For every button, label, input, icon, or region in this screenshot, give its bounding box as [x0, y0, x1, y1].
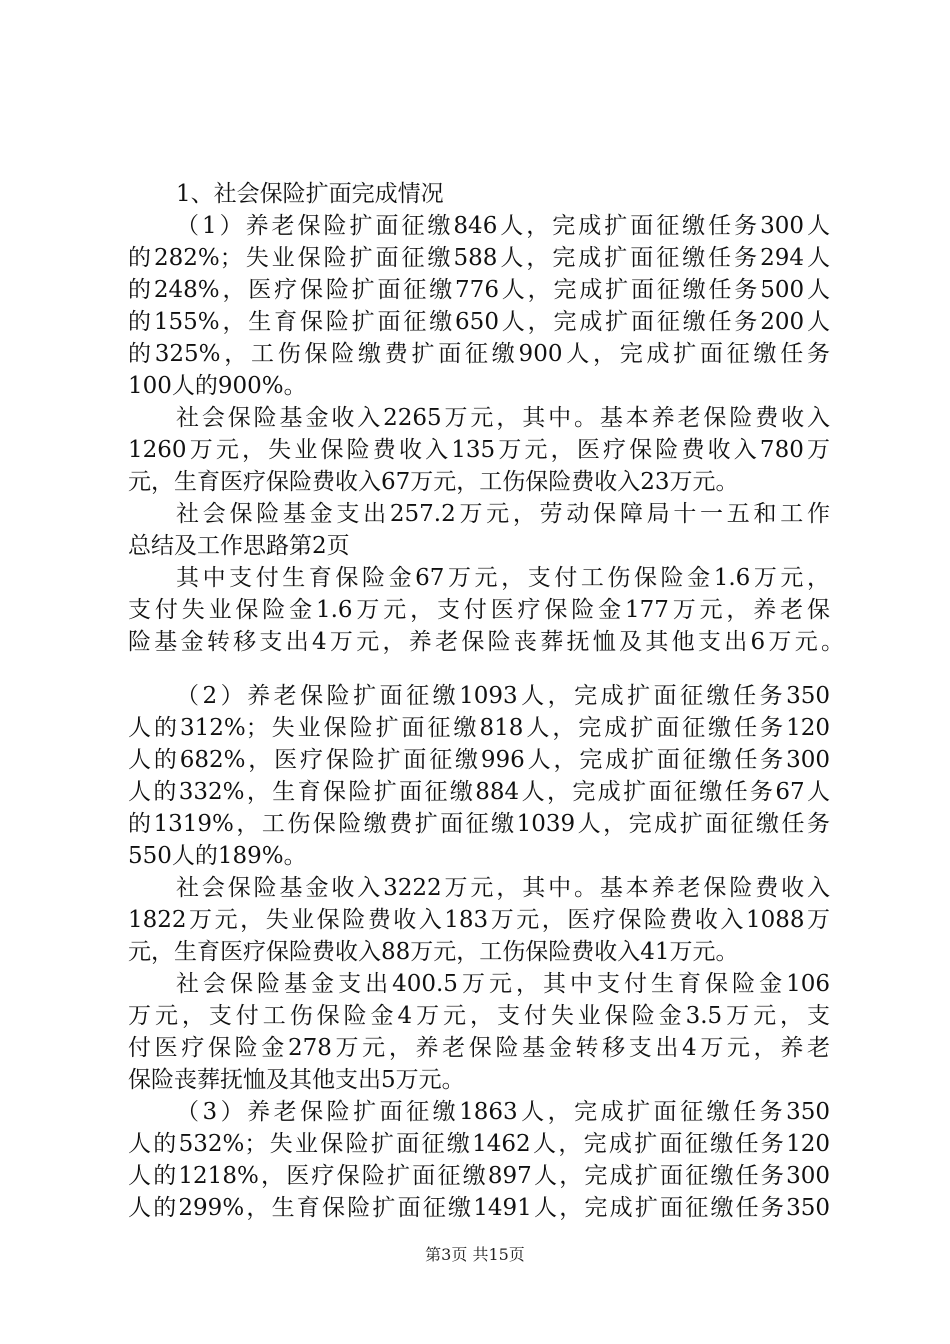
paragraph-line: 人的332%，生育保险扩面征缴884人，完成扩面征缴任务67人 [128, 779, 830, 805]
paragraph-line: 元，生育医疗保险费收入67万元，工伤保险费收入23万元。 [128, 469, 739, 495]
paragraph-line: 社会保险基金支出400.5万元，其中支付生育保险金106 [176, 971, 830, 997]
paragraph-line: 万元，支付工伤保险金4万元，支付失业保险金3.5万元，支 [128, 1003, 830, 1029]
paragraph-line: 社会保险基金收入2265万元，其中。基本养老保险费收入 [176, 405, 830, 431]
paragraph-line: 人的1218%，医疗保险扩面征缴897人，完成扩面征缴任务300 [128, 1163, 830, 1189]
paragraph-line: 元，生育医疗保险费收入88万元，工伤保险费收入41万元。 [128, 939, 739, 965]
paragraph-line: （2）养老保险扩面征缴1093人，完成扩面征缴任务350 [176, 683, 830, 709]
paragraph-line: 支付失业保险金1.6万元，支付医疗保险金177万元，养老保 [128, 597, 830, 623]
paragraph-line: 1260万元，失业保险费收入135万元，医疗保险费收入780万 [128, 437, 830, 463]
paragraph-line: 550人的189%。 [128, 843, 307, 869]
paragraph-line: 总结及工作思路第2页 [128, 533, 350, 559]
paragraph-line: 人的532%；失业保险扩面征缴1462人，完成扩面征缴任务120 [128, 1131, 830, 1157]
paragraph-line: 人的312%；失业保险扩面征缴818人，完成扩面征缴任务120 [128, 715, 830, 741]
paragraph-line: 社会保险基金收入3222万元，其中。基本养老保险费收入 [176, 875, 830, 901]
paragraph-line: 的248%，医疗保险扩面征缴776人，完成扩面征缴任务500人 [128, 277, 830, 303]
paragraph-line: 的325%，工伤保险缴费扩面征缴900人，完成扩面征缴任务 [128, 341, 830, 367]
paragraph-line: 的282%；失业保险扩面征缴588人，完成扩面征缴任务294人 [128, 245, 830, 271]
paragraph-line: 社会保险基金支出257.2万元，劳动保障局十一五和工作 [176, 501, 830, 527]
paragraph-line: 100人的900%。 [128, 373, 307, 399]
paragraph-line: 1822万元，失业保险费收入183万元，医疗保险费收入1088万 [128, 907, 830, 933]
page-number-footer: 第3页 共15页 [425, 1245, 525, 1264]
paragraph-line: 人的299%，生育保险扩面征缴1491人，完成扩面征缴任务350 [128, 1195, 830, 1221]
section-heading: 1、社会保险扩面完成情况 [176, 181, 444, 207]
paragraph-line: 保险丧葬抚恤及其他支出5万元。 [128, 1067, 465, 1093]
paragraph-line: 付医疗保险金278万元，养老保险基金转移支出4万元，养老 [128, 1035, 830, 1061]
paragraph-line: 险基金转移支出4万元，养老保险丧葬抚恤及其他支出6万元。 [128, 629, 844, 655]
paragraph-line: 的1319%，工伤保险缴费扩面征缴1039人，完成扩面征缴任务 [128, 811, 830, 837]
paragraph-line: （3）养老保险扩面征缴1863人，完成扩面征缴任务350 [176, 1099, 830, 1125]
paragraph-line: 的155%，生育保险扩面征缴650人，完成扩面征缴任务200人 [128, 309, 830, 335]
paragraph-line: （1）养老保险扩面征缴846人，完成扩面征缴任务300人 [176, 213, 830, 239]
paragraph-line: 其中支付生育保险金67万元，支付工伤保险金1.6万元， [176, 565, 830, 591]
paragraph-line: 人的682%，医疗保险扩面征缴996人，完成扩面征缴任务300 [128, 747, 830, 773]
